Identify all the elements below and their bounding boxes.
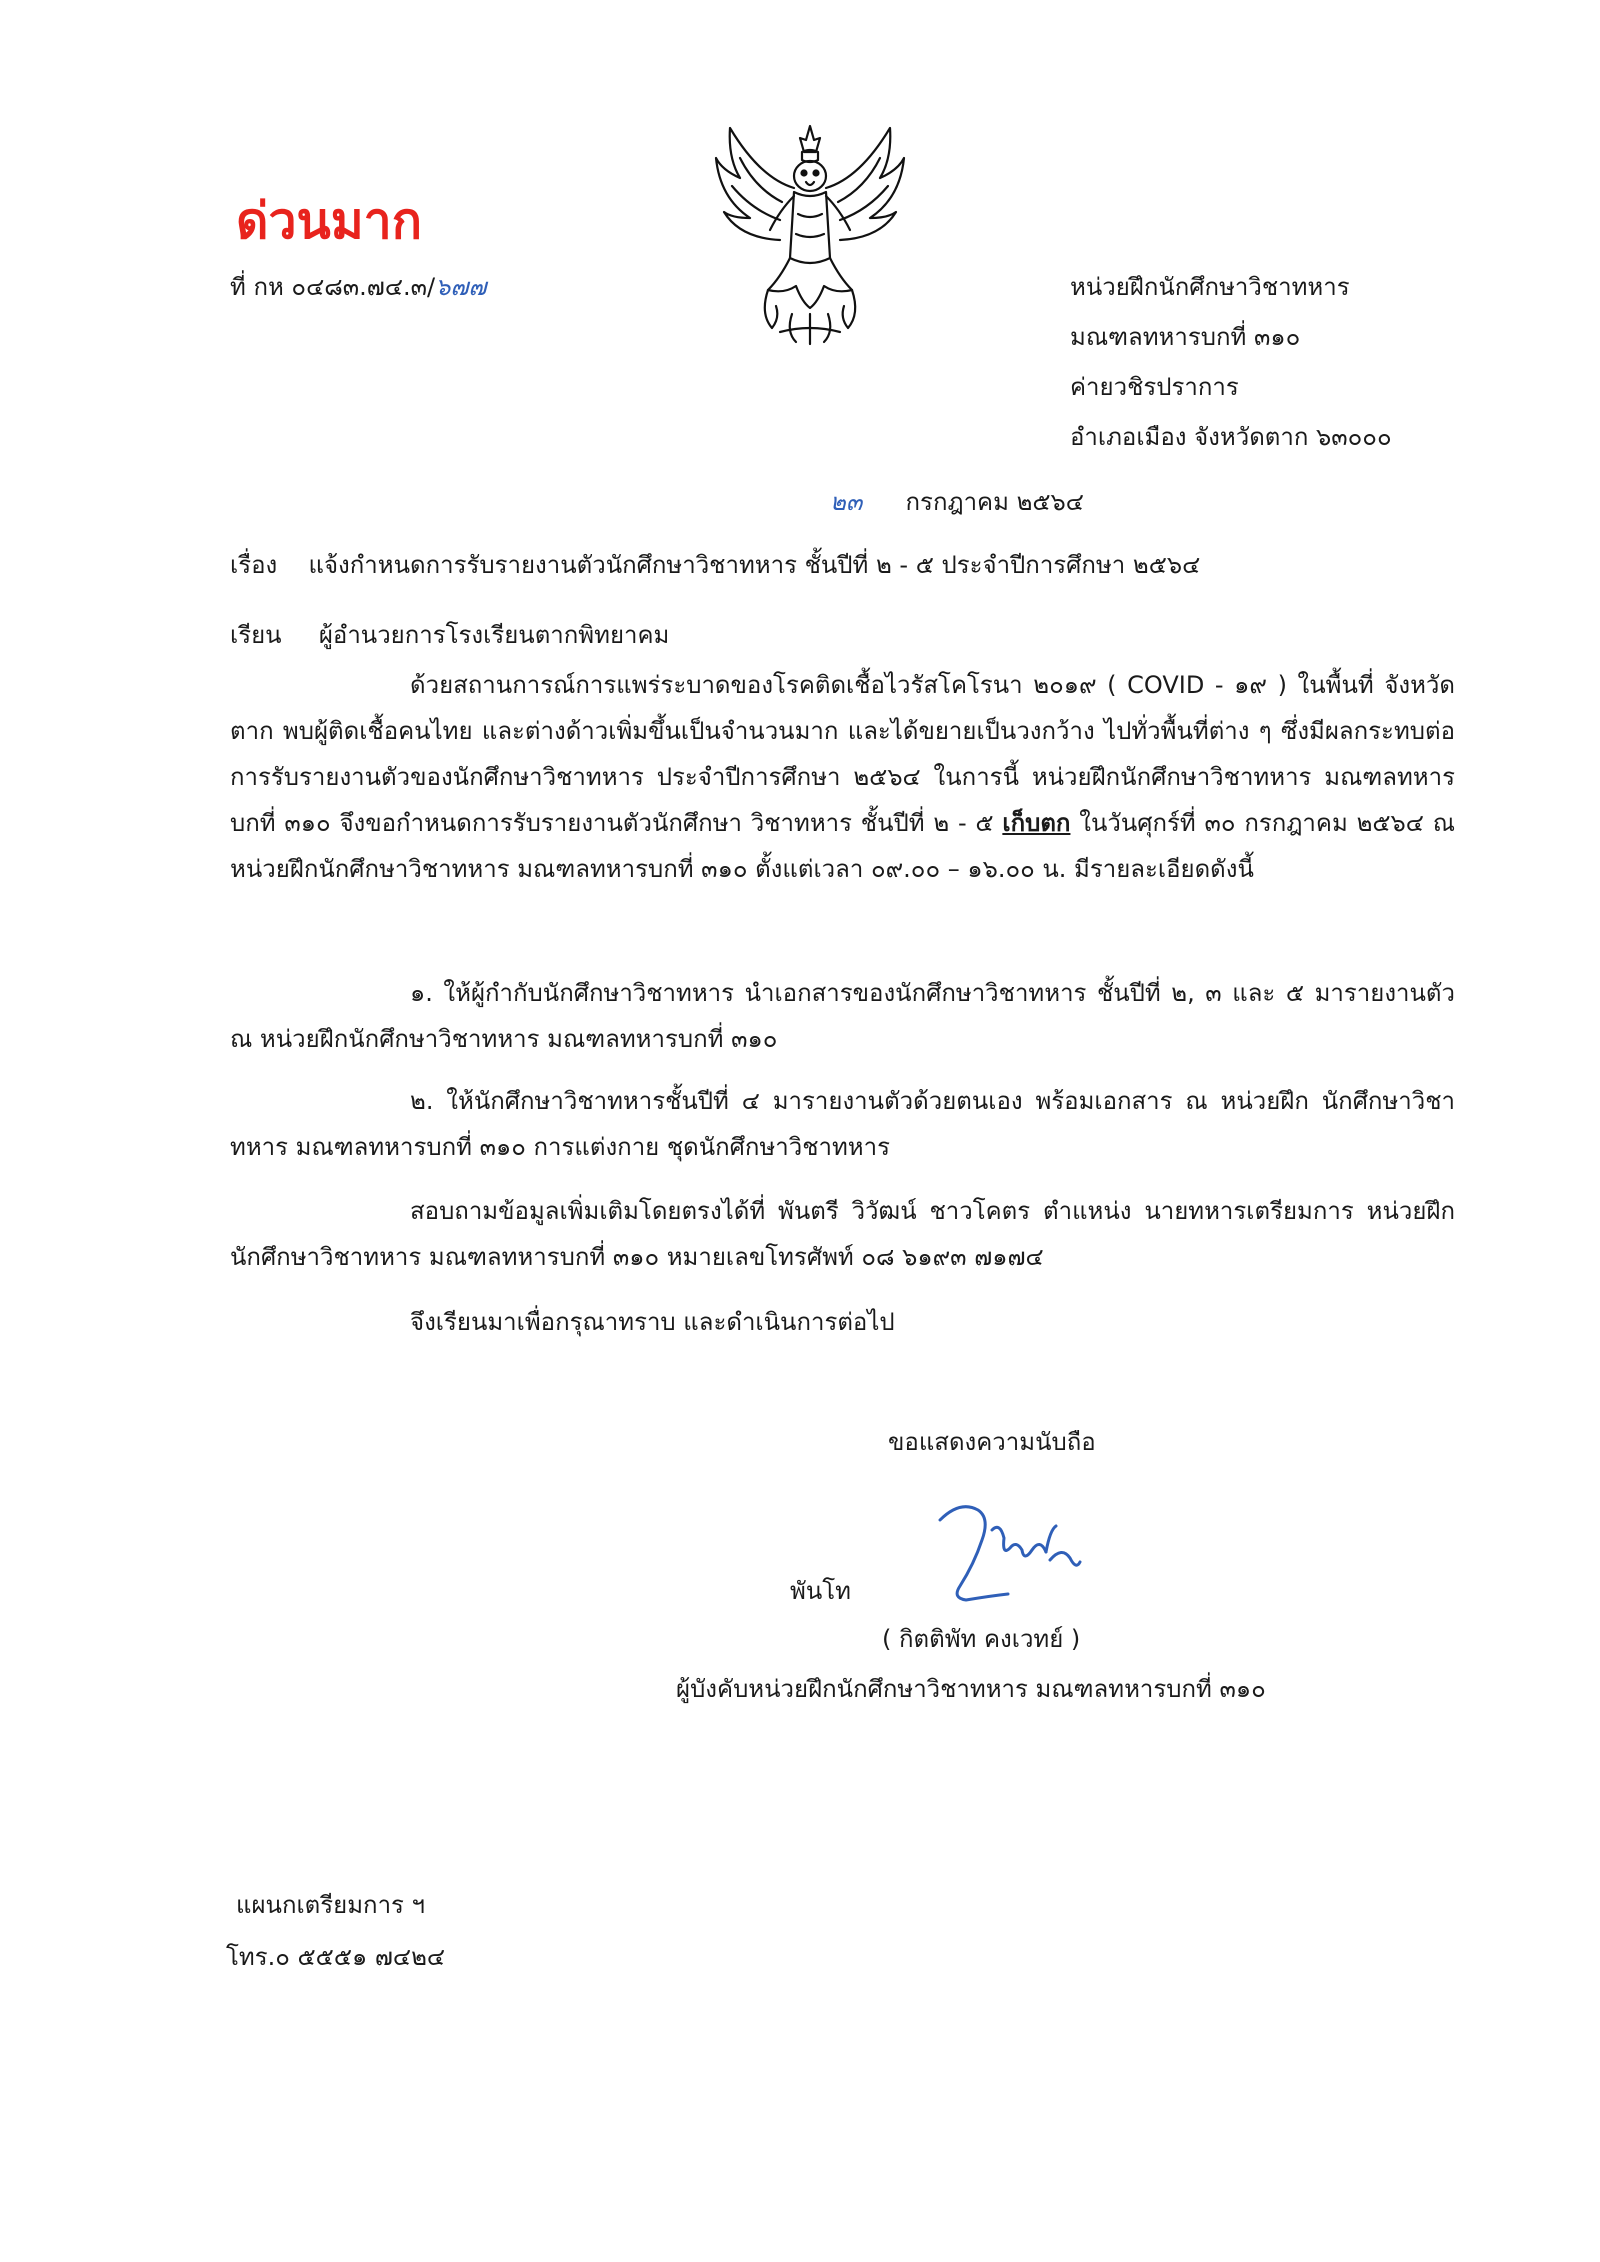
address-line-3: ค่ายวชิรปราการ <box>1070 373 1239 401</box>
letter-date <box>830 485 1084 519</box>
signer-position: ผู้บังคับหน่วยฝึกนักศึกษาวิชาทหาร มณฑลทหารบกที่ ๓๑๐ <box>676 1675 1266 1703</box>
address-line-4: อำเภอเมือง จังหวัดตาก ๖๓๐๐๐ <box>1070 423 1392 451</box>
body-contact <box>230 1188 1455 1280</box>
date-month-year: กรกฎาคม ๒๕๖๔ <box>905 488 1084 516</box>
salutation-line <box>230 618 669 652</box>
contact-text: สอบถามข้อมูลเพิ่มเติมโดยตรงได้ที่ พันตรี วิวัฒน์ ชาวโคตร ตำแหน่ง นายทหารเตรียมการ หน่วยฝึกนักศึกษาวิชาทหาร มณฑลทหารบกที่ ๓๑๐ หมายเลขโทรศัพท์ ๐๘ ๖๑๙๓ ๗๑๗๔ <box>230 1197 1455 1271</box>
reference-prefix: ที่ กห ๐๔๘๓.๗๔.๓/ <box>230 273 436 301</box>
paragraph-1-emphasis: เก็บตก <box>1002 809 1071 837</box>
date-day-handwritten: ๒๓ <box>830 488 863 516</box>
handwritten-signature-icon <box>930 1500 1100 1620</box>
closing-line: จึงเรียนมาเพื่อกรุณาทราบ และดำเนินการต่อไป <box>410 1308 895 1336</box>
paragraph-1-tail: ในวันศุกร์ที่ ๓๐ กรกฎาคม ๒๕๖๔ ณ หน่วยฝึกนักศึกษาวิชาทหาร มณฑลทหารบกที่ ๓๑๐ ตั้งแต่เวลา ๐๙.๐๐ – ๑๖.๐๐ น. มีรายละเอียดดังนี้ <box>230 809 1455 883</box>
subject-line <box>230 548 1200 582</box>
salutation-text: ผู้อำนวยการโรงเรียนตากพิทยาคม <box>318 621 670 649</box>
signer-rank: พันโท <box>790 1577 851 1605</box>
item-2-text: ๒. ให้นักศึกษาวิชาทหารชั้นปีที่ ๔ มารายงานตัวด้วยตนเอง พร้อมเอกสาร ณ หน่วยฝึก นักศึกษาวิชาทหาร มณฑลทหารบกที่ ๓๑๐ การแต่งกาย ชุดนักศึกษาวิชาทหาร <box>230 1087 1455 1161</box>
salutation-label: เรียน <box>230 621 282 649</box>
body-paragraph-1 <box>230 662 1455 892</box>
subject-label: เรื่อง <box>230 551 278 579</box>
regards-text: ขอแสดงความนับถือ <box>888 1428 1096 1456</box>
body-item-1 <box>230 970 1455 1062</box>
footer-department: แผนกเตรียมการ ฯ <box>236 1891 426 1919</box>
urgent-label: ด่วนมาก <box>236 192 423 250</box>
subject-text: แจ้งกำหนดการรับรายงานตัวนักศึกษาวิชาทหาร ชั้นปีที่ ๒ - ๕ ประจำปีการศึกษา ๒๕๖๔ <box>308 551 1201 579</box>
reference-handwritten-number: ๖๗๗ <box>435 273 487 301</box>
garuda-emblem-icon <box>710 118 910 348</box>
reference-number <box>230 270 486 304</box>
paragraph-1-lead: ด้วยสถานการณ์การแพร่ระบาดของโรคติดเชื้อไวรัสโคโรนา ๒๐๑๙ ( COVID - ๑๙ ) ในพื้นที่ จังหวัดตาก พบผู้ติดเชื้อคนไทย และต่างด้าวเพิ่มขึ้นเป็นจำนวนมาก และได้ขยายเป็นวงกว้าง ไปทั่วพื้นที่ต่าง ๆ ซึ่งมีผลกระทบต่อการรับรายงานตัวของนักศึกษาวิชาทหาร ประจำปีการศึกษา ๒๕๖๔ ในการนี้ หน่วยฝึกนักศึกษาวิชาทหาร มณฑลทหารบกที่ ๓๑๐ จึงขอกำหนดการรับรายงานตัวนักศึกษา วิชาทหาร ชั้นปีที่ ๒ - ๕ <box>230 671 1455 837</box>
item-1-text: ๑. ให้ผู้กำกับนักศึกษาวิชาทหาร นำเอกสารของนักศึกษาวิชาทหาร ชั้นปีที่ ๒, ๓ และ ๕ มารายงานตัว ณ หน่วยฝึกนักศึกษาวิชาทหาร มณฑลทหารบกที่ ๓๑๐ <box>230 979 1455 1053</box>
address-line-2: มณฑลทหารบกที่ ๓๑๐ <box>1070 323 1301 351</box>
signer-name: ( กิตติพัท คงเวทย์ ) <box>882 1625 1081 1653</box>
body-item-2 <box>230 1078 1455 1170</box>
address-line-1: หน่วยฝึกนักศึกษาวิชาทหาร <box>1070 273 1350 301</box>
footer-phone: โทร.๐ ๕๕๕๑ ๗๔๒๔ <box>226 1943 446 1971</box>
